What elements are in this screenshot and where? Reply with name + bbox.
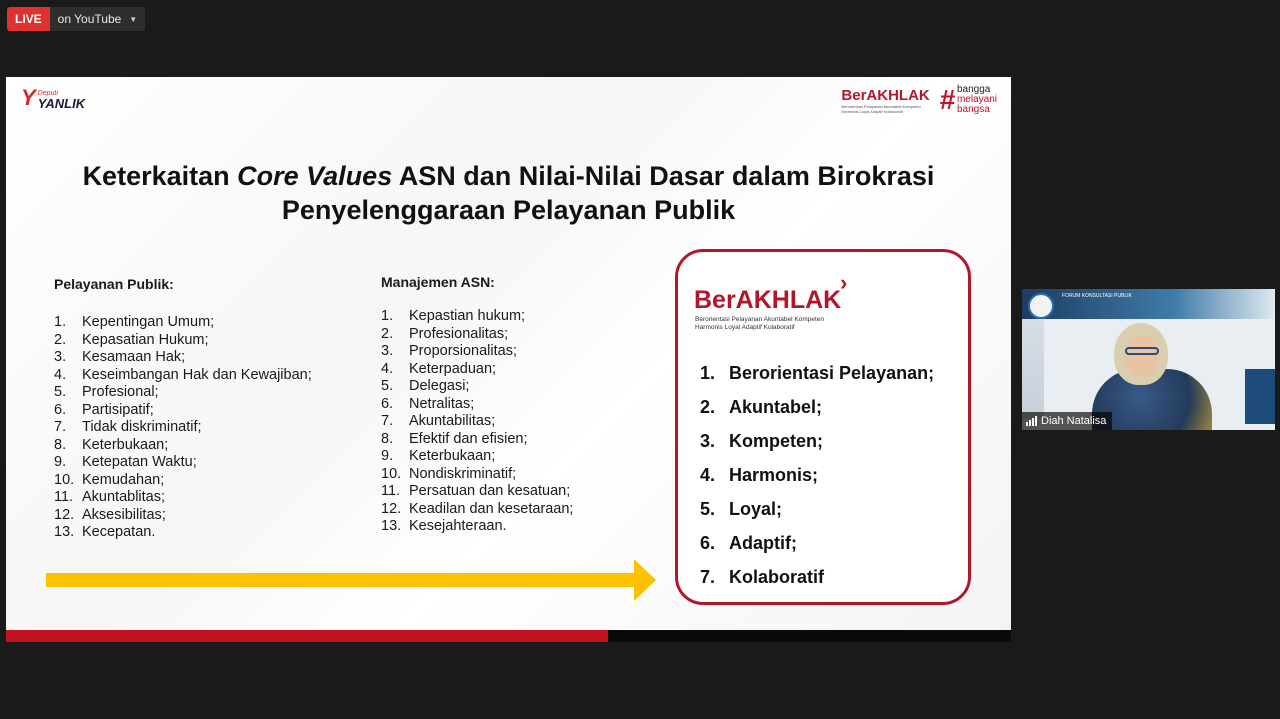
list-item-number: 6. (54, 401, 67, 418)
bangga-word-1: bangga (956, 84, 991, 95)
bangga-word-3: bangsa (956, 104, 990, 115)
list-item-text: Keterbukaan; (82, 436, 169, 453)
list-item-number: 7. (54, 419, 67, 435)
list-item-number: 9. (381, 448, 394, 464)
berakhlak-values-list (700, 356, 934, 594)
berakhlak-value-item (700, 526, 934, 560)
list-item-text: Kepastian hukum; (409, 308, 526, 324)
list-item (381, 483, 573, 501)
list-item-text: Akuntabilitas; (409, 413, 496, 429)
list-item-text: Keseimbangan Hak dan Kewajiban; (82, 366, 312, 383)
participant-name: Diah Natalisa (1041, 415, 1107, 427)
list-item-text: Tidak diskriminatif; (82, 419, 202, 435)
list-item-text: Keterpaduan; (409, 360, 497, 377)
title-line-1 (6, 159, 1011, 193)
berakhlak-value-item (700, 458, 934, 492)
list-item-text: Akuntablitas; (82, 489, 166, 505)
list-item (381, 518, 573, 536)
list-item-text: Akuntabel; (729, 397, 823, 417)
list-item-number: 7. (700, 567, 716, 587)
list-item-text: Efektif dan efisien; (409, 430, 528, 447)
list-item (54, 507, 312, 525)
logo-left-small: Deputi (37, 90, 58, 97)
list-item-number: 5. (700, 499, 716, 519)
bangga-word-2: melayani (956, 94, 997, 105)
list-item-text: Kepasatian Hukum; (82, 331, 209, 348)
list-item (54, 489, 312, 507)
list-item-text: Kompeten; (729, 431, 823, 451)
list-item-text: Berorientasi Pelayanan; (729, 363, 935, 383)
list-item-text: Harmonis; (729, 465, 819, 485)
list-item-number: 3. (54, 349, 67, 365)
list-item-number: 8. (381, 430, 394, 447)
list-item-number: 3. (381, 343, 394, 359)
video-background-panel-right (1245, 369, 1275, 424)
video-background-panel (1022, 319, 1044, 419)
video-banner-text: FORUM KONSULTASI PUBLIK (1062, 293, 1132, 299)
list-item-text: Kesamaan Hak; (82, 349, 186, 365)
title-line-1-em: Core Values (237, 161, 393, 191)
list-item-text: Kesejahteraan. (409, 518, 507, 534)
list-item (381, 501, 573, 519)
list-item (381, 396, 573, 414)
list-item-number: 4. (54, 366, 67, 383)
list-item-text: Keterbukaan; (409, 448, 496, 464)
berakhlak-logo (841, 87, 931, 114)
list-item-number: 10. (381, 465, 402, 482)
list-item-number: 9. (54, 454, 67, 470)
list-item (54, 332, 312, 350)
list-item-text: Kecepatan. (82, 524, 156, 540)
slide-title (6, 159, 1011, 227)
berakhlak-value-item (700, 560, 934, 594)
footer-bar-black (608, 630, 1011, 642)
list-item-number: 11. (381, 483, 401, 499)
list-item (54, 472, 312, 490)
list-item (381, 361, 573, 379)
deputi-yanlik-logo (21, 87, 85, 109)
list-item-number: 1. (54, 314, 67, 330)
list-item-number: 1. (700, 363, 716, 383)
list-item-number: 12. (54, 506, 75, 523)
list-item-text: Kemudahan; (82, 471, 165, 488)
shared-slide (6, 77, 1011, 642)
bangga-melayani-logo (939, 85, 997, 115)
list-item-number: 4. (381, 360, 394, 377)
list-item (381, 413, 573, 431)
pelayanan-publik-column (54, 276, 312, 542)
list-item (54, 524, 312, 542)
title-line-1-post: ASN dan Nilai-Nilai Dasar dalam Birokrasi (392, 161, 935, 191)
list-item (54, 349, 312, 367)
column-heading: Manajemen ASN: (381, 274, 495, 290)
list-item-number: 6. (700, 533, 716, 553)
list-item (381, 448, 573, 466)
list-item-number: 13. (381, 518, 402, 534)
list-item (381, 378, 573, 396)
list-item-text: Netralitas; (409, 395, 475, 412)
yanlik-logo-mark-icon: Y (21, 85, 36, 110)
list-item-text: Adaptif; (729, 533, 797, 553)
participant-face (1125, 335, 1159, 377)
list-item (54, 384, 312, 402)
berakhlak-value-item (700, 390, 934, 424)
logo-left-big: YANLIK (37, 96, 86, 111)
list-item-number: 2. (700, 397, 716, 417)
title-line-1-pre: Keterkaitan (82, 161, 238, 191)
column-heading: Pelayanan Publik: (54, 276, 174, 292)
footer-bar-red (6, 630, 608, 642)
list-item-text: Profesionalitas; (409, 325, 509, 342)
signal-strength-icon (1026, 416, 1037, 426)
live-badge: LIVE (7, 7, 50, 31)
participant-video-tile[interactable] (1022, 289, 1275, 430)
hashtag-icon: # (939, 84, 955, 115)
list-item-number: 8. (54, 436, 67, 453)
list-item-number: 5. (54, 384, 67, 400)
berakhlak-logo-word: BerAKHLAK (841, 86, 930, 104)
berakhlak-value-item (700, 356, 934, 390)
berakhlak-card (675, 249, 971, 605)
list-item (381, 343, 573, 361)
list-item-number: 12. (381, 500, 402, 517)
header-logos (841, 85, 997, 115)
list-item (54, 437, 312, 455)
list-item-number: 2. (54, 331, 67, 348)
list-item-number: 5. (381, 378, 394, 394)
list-item (54, 419, 312, 437)
list-item (381, 466, 573, 484)
list-item-number: 4. (700, 465, 716, 485)
list-item-text: Ketepatan Waktu; (82, 454, 197, 470)
list-item-number: 7. (381, 413, 394, 429)
list-item (54, 367, 312, 385)
list-item-number: 1. (381, 308, 394, 324)
arrow-shape (46, 559, 656, 601)
title-line-2: Penyelenggaraan Pelayanan Publik (281, 195, 736, 225)
list-item (54, 314, 312, 332)
list-item-text: Partisipatif; (82, 401, 154, 418)
list-item (381, 431, 573, 449)
list-item-number: 2. (381, 325, 394, 342)
list-item-text: Proporsionalitas; (409, 343, 517, 359)
card-brand-sub (695, 316, 895, 332)
live-target-dropdown[interactable] (50, 7, 146, 31)
list-item-number: 10. (54, 471, 75, 488)
list-item-text: Keadilan dan kesetaraan; (409, 500, 574, 517)
yellow-arrow (46, 559, 656, 601)
live-target-label: on YouTube (57, 12, 122, 26)
list-item-number: 11. (54, 489, 74, 505)
list-item-text: Profesional; (82, 384, 159, 400)
list-item-text: Aksesibilitas; (82, 506, 166, 523)
emblem-icon (1028, 293, 1054, 319)
list-item-text: Kepentingan Umum; (82, 314, 215, 330)
list-item-text: Nondiskriminatif; (409, 465, 517, 482)
list-item-text: Kolaboratif (729, 567, 825, 587)
card-brand-sub-2: Harmonis Loyal Adaptif Kolaboratif (695, 324, 795, 331)
berakhlak-value-item (700, 492, 934, 526)
berakhlak-logo-sub: Berorientasi Pelayanan Akuntabel Kompeten Harmonis Loyal Adaptif Kolaboratif (841, 103, 921, 114)
card-brand-sub-1: Berorientasi Pelayanan Akuntabel Kompeten (695, 316, 825, 323)
manajemen-asn-list (381, 308, 573, 536)
chevron-down-icon: ▼ (129, 14, 138, 24)
pelayanan-publik-list (54, 314, 312, 542)
list-item (54, 402, 312, 420)
card-brand: BerAKHLAK (694, 286, 842, 314)
live-indicator[interactable] (7, 7, 145, 31)
participant-name-tag (1022, 412, 1112, 430)
berakhlak-value-item (700, 424, 934, 458)
list-item-text: Delegasi; (409, 378, 470, 394)
list-item-number: 3. (700, 431, 716, 451)
list-item-number: 13. (54, 524, 75, 540)
list-item-text: Loyal; (729, 499, 783, 519)
list-item-text: Persatuan dan kesatuan; (409, 483, 571, 499)
list-item (54, 454, 312, 472)
list-item-number: 6. (381, 395, 394, 412)
list-item (381, 326, 573, 344)
manajemen-asn-column (381, 274, 573, 536)
list-item (381, 308, 573, 326)
participant-glasses (1125, 347, 1159, 355)
chevron-right-icon: › (840, 270, 848, 295)
